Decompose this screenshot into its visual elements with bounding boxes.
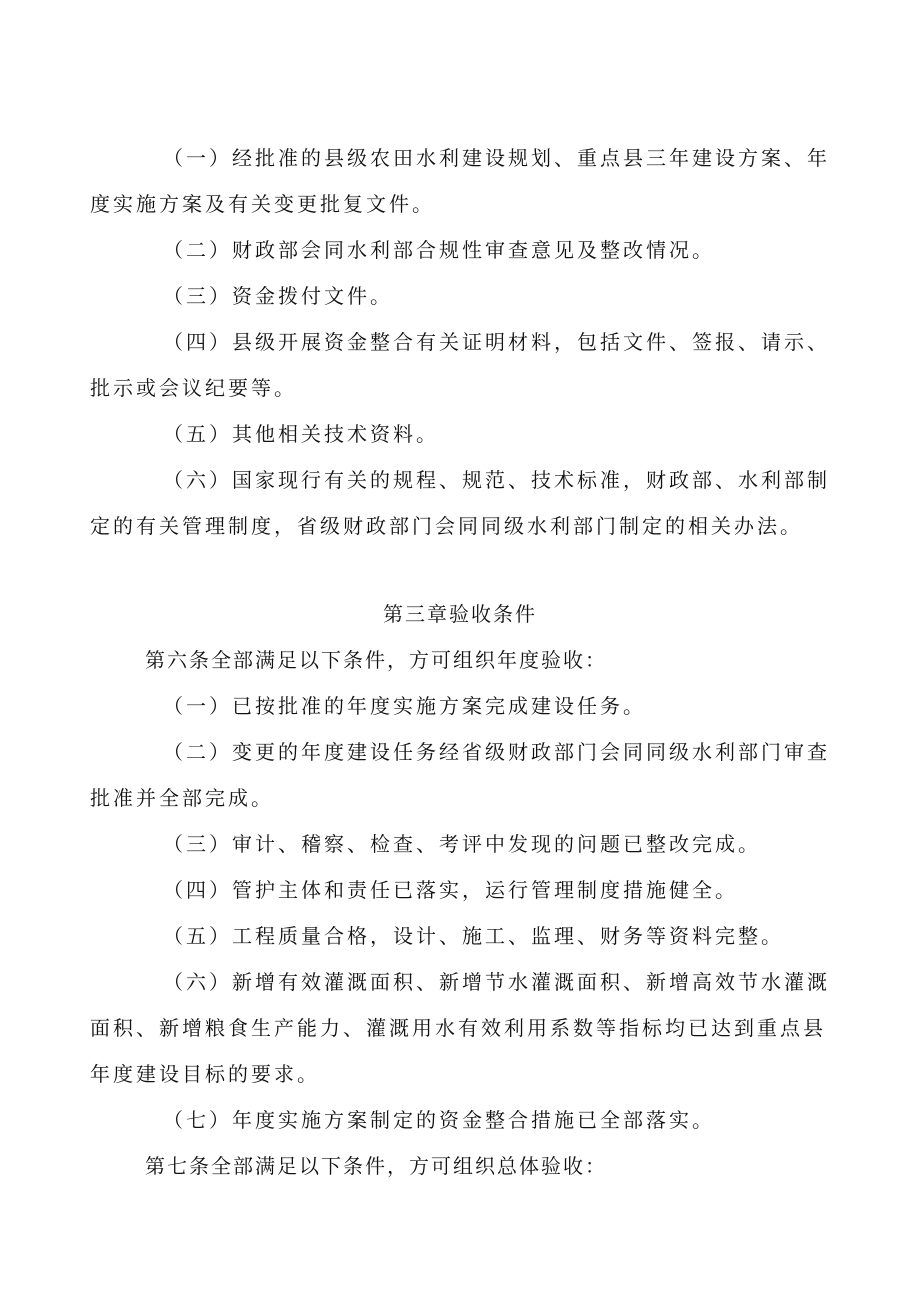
article-six-item-1: （一）已按批准的年度实施方案完成建设任务。 — [163, 694, 646, 718]
article-six-item-6-line-3: 年度建设目标的要求。 — [90, 1062, 320, 1086]
article-six-item-2-line-1: （二）变更的年度建设任务经省级财政部门会同同级水利部门审查 — [163, 740, 830, 764]
article-six-item-4: （四）管护主体和责任已落实，运行管理制度措施健全。 — [163, 878, 738, 902]
article-six: 第六条全部满足以下条件，方可组织年度验收： — [145, 648, 607, 672]
article-six-item-5: （五）工程质量合格，设计、施工、监理、财务等资料完整。 — [163, 924, 784, 948]
item-4-line-2: 批示或会议纪要等。 — [90, 376, 297, 400]
item-1-line-2: 度实施方案及有关变更批复文件。 — [90, 192, 435, 216]
item-2: （二）财政部会同水利部合规性审查意见及整改情况。 — [163, 238, 715, 262]
article-six-item-6-line-2: 面积、新增粮食生产能力、灌溉用水有效利用系数等指标均已达到重点县 — [90, 1016, 826, 1040]
article-seven: 第七条全部满足以下条件，方可组织总体验收： — [145, 1154, 607, 1178]
item-6-line-2: 定的有关管理制度，省级财政部门会同同级水利部门制定的相关办法。 — [90, 514, 803, 538]
chapter-heading: 第三章验收条件 — [383, 602, 537, 626]
article-six-item-2-line-2: 批准并全部完成。 — [90, 786, 274, 810]
item-6-line-1: （六）国家现行有关的规程、规范、技术标准，财政部、水利部制 — [163, 468, 830, 492]
item-4-line-1: （四）县级开展资金整合有关证明材料，包括文件、签报、请示、 — [163, 330, 830, 354]
article-six-item-6-line-1: （六）新增有效灌溉面积、新增节水灌溉面积、新增高效节水灌溉 — [163, 970, 830, 994]
item-5: （五）其他相关技术资料。 — [163, 422, 439, 446]
item-3: （三）资金拨付文件。 — [163, 284, 393, 308]
article-six-item-3: （三）审计、稽察、检查、考评中发现的问题已整改完成。 — [163, 832, 761, 856]
item-1-line-1: （一）经批准的县级农田水利建设规划、重点县三年建设方案、年 — [163, 146, 830, 170]
article-six-item-7: （七）年度实施方案制定的资金整合措施已全部落实。 — [163, 1108, 715, 1132]
